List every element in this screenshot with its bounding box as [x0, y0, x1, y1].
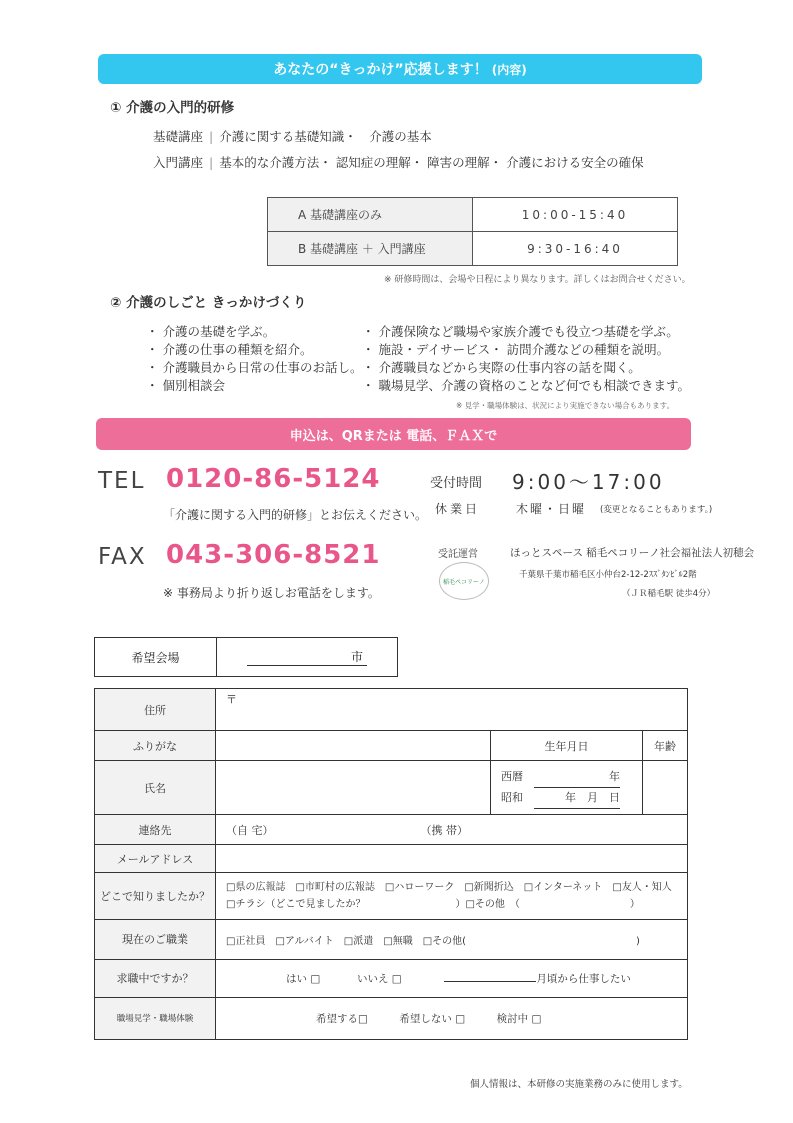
- left-bullet: ・ 介護の仕事の種類を紹介。: [146, 342, 313, 357]
- seeking-label: 求職中ですか？: [95, 959, 216, 997]
- fax-label: FAX: [98, 544, 147, 570]
- seeking-no[interactable]: いいえ □: [356, 972, 402, 985]
- section2-title: ② 介護のしごと きっかけづくり: [110, 295, 307, 311]
- birthdate-field[interactable]: [491, 761, 643, 815]
- seireki-year: 年: [534, 767, 620, 788]
- apply-banner: 申込は、QRまたは 電話、ＦＡＸで: [96, 418, 691, 450]
- email-row: [95, 845, 688, 873]
- mobile-phone-label: （携 帯）: [420, 823, 468, 837]
- schedule-row: [268, 198, 678, 232]
- tel-note: 「介護に関する入門的研修」とお伝えください。: [163, 508, 428, 522]
- intro-course-line: 入門講座 | 基本的な介護方法・ 認知症の理解・ 障害の理解・ 介護における安全の確保: [153, 155, 644, 170]
- job-row: [95, 919, 688, 959]
- footer-note: 個人情報は、本研修の実施業務のみに使用します。: [470, 1079, 688, 1090]
- address-row: [95, 689, 688, 731]
- source-row: [95, 873, 688, 919]
- visit-label: 職場見学・職場体験: [95, 997, 216, 1039]
- seeking-yes[interactable]: はい □: [286, 972, 321, 985]
- email-field[interactable]: [216, 845, 688, 873]
- seireki-label: 西暦: [501, 769, 523, 783]
- source-label: どこで知りましたか？: [95, 873, 216, 919]
- closed-value: 木曜・日曜: [516, 502, 587, 516]
- visit-row: [95, 997, 688, 1039]
- banner-title: あなたの“きっかけ”応援します！: [273, 62, 488, 78]
- section1-title: ① 介護の入門的研修: [110, 100, 235, 116]
- operator-logo: [439, 562, 489, 600]
- intro-course-desc: 基本的な介護方法・ 認知症の理解・ 障害の理解・ 介護における安全の確保: [219, 155, 644, 170]
- address-label: 住所: [95, 689, 216, 731]
- basic-course-label: 基礎講座: [153, 129, 204, 144]
- section2-note: ※ 見学・職場体験は、状況により実施できない場合もあります。: [456, 401, 675, 410]
- showa-label: 昭和: [501, 790, 523, 804]
- basic-course-line: 基礎講座 | 介護に関する基礎知識・ 介護の基本: [153, 129, 432, 144]
- contact-row: [95, 815, 688, 845]
- source-line: □チラシ（どこで見ましたか？ ）□その他 （ ）: [226, 899, 640, 911]
- source-options[interactable]: [216, 873, 688, 919]
- source-line: □県の広報誌 □市町村の広報誌 □ハローワーク □新聞折込 □インターネット □友人・知人: [226, 882, 672, 894]
- right-bullet: ・ 施設・デイサービス・ 訪問介護などの種類を説明。: [362, 342, 670, 357]
- visit-options[interactable]: 希望する□ 希望しない □ 検討中 □: [216, 997, 688, 1039]
- furigana-label: ふりがな: [95, 731, 216, 761]
- right-bullet: ・ 介護保険など職場や家族介護でも役立つ基礎を学ぶ。: [362, 324, 679, 339]
- showa-line: [501, 788, 632, 809]
- operator-name: ほっとスペース 稲毛ペコリーノ社会福祉法人初穂会: [510, 547, 755, 559]
- schedule-note: ※ 研修時間は、会場や日程により異なります。詳しくはお問合せください。: [384, 275, 691, 285]
- home-phone-label: （自 宅）: [226, 823, 274, 837]
- schedule-row: [268, 232, 678, 266]
- venue-table: [94, 637, 398, 677]
- basic-course-desc: 介護に関する基礎知識・ 介護の基本: [219, 129, 432, 144]
- address-field[interactable]: [216, 689, 688, 731]
- email-label: メールアドレス: [95, 845, 216, 873]
- name-field[interactable]: [216, 761, 491, 815]
- hours-label: 受付時間: [430, 476, 483, 491]
- tel-label: TEL: [98, 468, 146, 494]
- venue-input[interactable]: [217, 638, 398, 677]
- seeking-row: [95, 959, 688, 997]
- birthdate-label: 生年月日: [491, 731, 643, 761]
- fax-note: ※ 事務局より折り返しお電話をします。: [163, 586, 380, 600]
- operator-station: （ＪＲ稲毛駅 徒歩4分）: [622, 589, 716, 599]
- closed-label: 休業日: [435, 502, 481, 516]
- left-bullet: ・ 介護の基礎を学ぶ。: [146, 324, 276, 339]
- name-label: 氏名: [95, 761, 216, 815]
- header-banner: [98, 54, 702, 84]
- application-form: [94, 688, 688, 1040]
- showa-date: 年 月 日: [534, 788, 620, 809]
- fax-number[interactable]: 043-306-8521: [166, 540, 381, 570]
- right-bullet: ・ 職場見学、介護の資格のことなど何でも相談できます。: [362, 378, 690, 393]
- contact-label: 連絡先: [95, 815, 216, 845]
- banner-paren: (内容): [491, 62, 527, 77]
- logo-text: 稲毛ペコリーノ: [443, 578, 485, 586]
- postal-mark: 〒: [226, 693, 237, 706]
- seireki-line: [501, 767, 632, 788]
- venue-suffix: 市: [247, 648, 367, 666]
- left-bullet: ・ 介護職員から日常の仕事のお話し。: [146, 360, 363, 375]
- seeking-options[interactable]: [216, 959, 688, 997]
- left-bullet: ・ 個別相談会: [146, 378, 225, 393]
- schedule-time: 9:30-16:40: [473, 232, 678, 266]
- contact-field[interactable]: [216, 815, 688, 845]
- schedule-time: 10:00-15:40: [473, 198, 678, 232]
- closed-note: (変更となることもあります。): [600, 505, 713, 515]
- schedule-table: [267, 197, 678, 266]
- age-field[interactable]: [643, 761, 688, 815]
- intro-course-label: 入門講座: [153, 155, 204, 170]
- furigana-field[interactable]: [216, 731, 491, 761]
- furigana-row: [95, 731, 688, 761]
- name-row: [95, 761, 688, 815]
- job-label: 現在のご職業: [95, 919, 216, 959]
- venue-label: 希望会場: [95, 638, 217, 677]
- operator-label: 受託運営: [438, 549, 478, 560]
- schedule-label: B 基礎講座 ＋ 入門講座: [268, 232, 473, 266]
- tel-number[interactable]: 0120-86-5124: [166, 464, 381, 494]
- age-label: 年齢: [643, 731, 688, 761]
- schedule-label: A 基礎講座のみ: [268, 198, 473, 232]
- hours-value: 9:00～17:00: [512, 470, 665, 494]
- seeking-suffix: 月頃から仕事したい: [536, 972, 631, 985]
- operator-address: 千葉県千葉市稲毛区小仲台2-12-2ｽｽﾞﾀﾝﾋﾞﾙ2階: [519, 570, 697, 580]
- job-options[interactable]: □正社員 □アルバイト □派遣 □無職 □その他( ): [216, 919, 688, 959]
- right-bullet: ・ 介護職員などから実際の仕事内容の話を聞く。: [362, 360, 641, 375]
